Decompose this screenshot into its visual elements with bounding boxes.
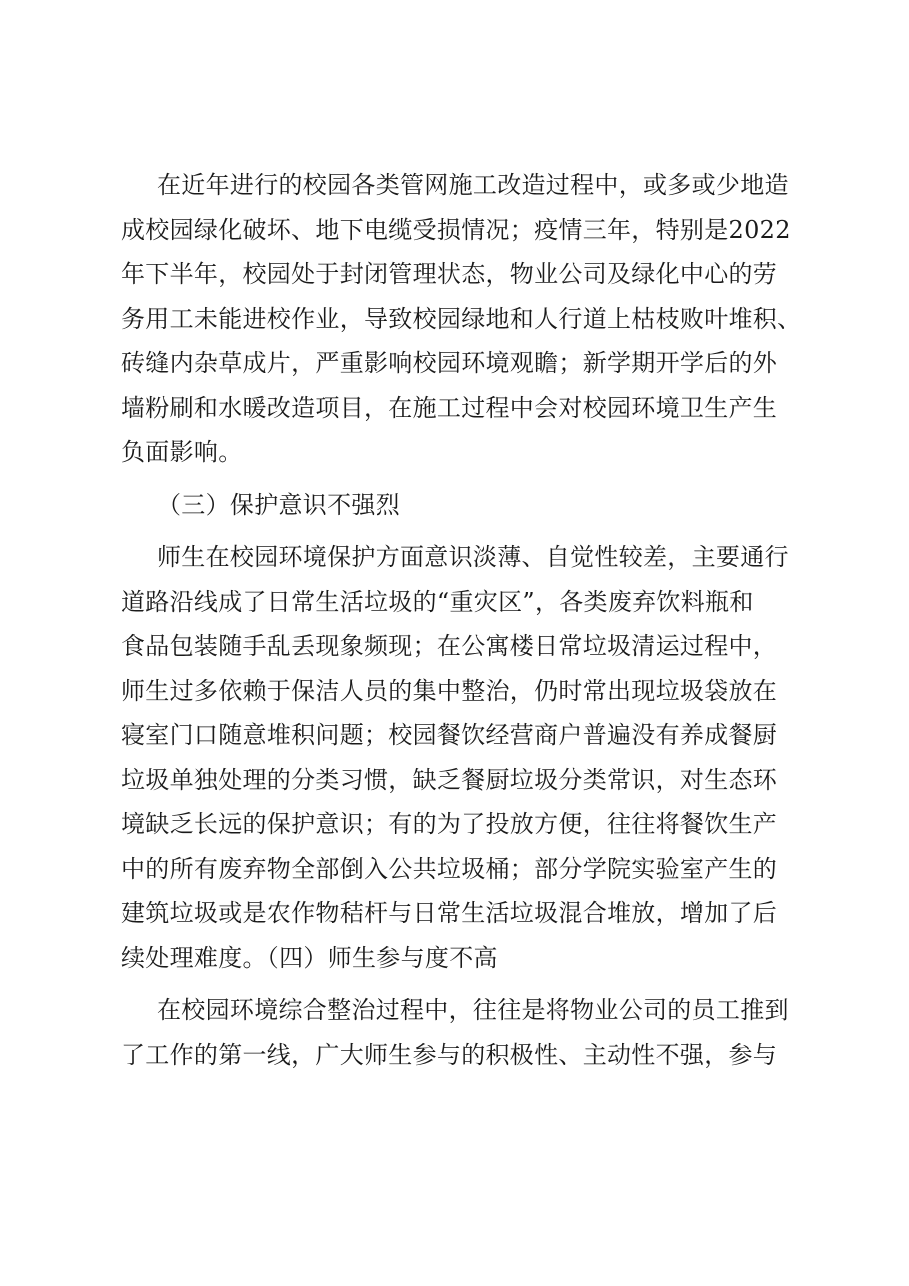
section-heading-protection-awareness: （三）保护意识不强烈 xyxy=(157,490,400,519)
paragraph-line: 续处理难度。（四）师生参与度不高 xyxy=(121,943,498,972)
paragraph-line: 砖缝内杂草成片，严重影响校园环境观瞻；新学期开学后的外 xyxy=(121,349,778,377)
paragraph-line: 务用工未能进校作业，导致校园绿地和人行道上枯枝败叶堆积、 xyxy=(121,304,802,333)
paragraph-participation xyxy=(121,988,787,1077)
paragraph-protection-awareness xyxy=(121,535,787,980)
paragraph-line: 垃圾单独处理的分类习惯，缺乏餐厨垃圾分类常识，对生态环 xyxy=(121,765,778,794)
paragraph-line: 建筑垃圾或是农作物秸杆与日常生活垃圾混合堆放，增加了后 xyxy=(121,899,778,927)
paragraph-line: 墙粉刷和水暖改造项目，在施工过程中会对校园环境卫生产生 xyxy=(121,393,778,422)
paragraph-line: 师生过多依赖于保洁人员的集中整治，仍时常出现垃圾袋放在 xyxy=(121,676,778,705)
paragraph-line: 师生在校园环境保护方面意识淡薄、自觉性较差，主要通行 xyxy=(157,543,789,571)
paragraph-line: 负面影响。 xyxy=(121,438,243,466)
document-body xyxy=(121,163,802,1077)
paragraph-construction-impact xyxy=(121,163,802,475)
paragraph-line: 寝室门口随意堆积问题；校园餐饮经营商户普遍没有养成餐厨 xyxy=(121,721,778,749)
paragraph-line: 在校园环境综合整治过程中，往往是将物业公司的员工推到 xyxy=(157,996,789,1024)
paragraph-line: 境缺乏长远的保护意识；有的为了投放方便，往往将餐饮生产 xyxy=(121,810,778,838)
paragraph-line: 年下半年，校园处于封闭管理状态，物业公司及绿化中心的劳 xyxy=(121,260,778,288)
paragraph-line: 在近年进行的校园各类管网施工改造过程中，或多或少地造 xyxy=(157,171,789,199)
paragraph-line: 道路沿线成了日常生活垃圾的“重灾区”，各类废弃饮料瓶和 xyxy=(121,587,754,616)
paragraph-line: 了工作的第一线，广大师生参与的积极性、主动性不强，参与 xyxy=(121,1040,778,1069)
paragraph-line: 中的所有废弃物全部倒入公共垃圾桶；部分学院实验室产生的 xyxy=(121,854,778,883)
paragraph-line: 食品包装随手乱丢现象频现；在公寓楼日常垃圾清运过程中， xyxy=(121,632,778,660)
paragraph-line: 成校园绿化破坏、地下电缆受损情况；疫情三年，特别是2022 xyxy=(121,215,791,244)
